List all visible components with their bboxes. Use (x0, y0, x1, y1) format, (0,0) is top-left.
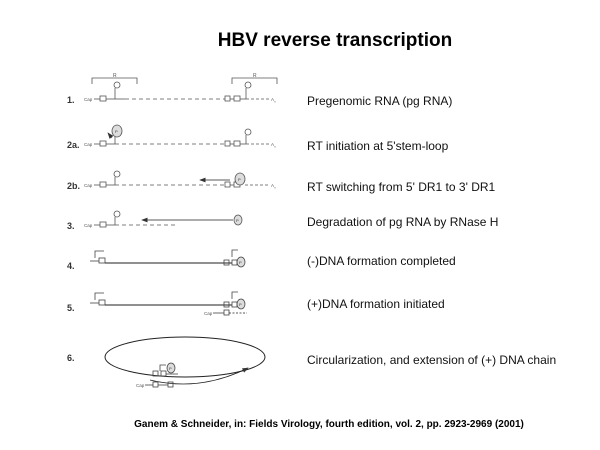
step-2a-label: 2a. (67, 140, 80, 150)
step-4-diagram (90, 250, 245, 267)
svg-text:Cap: Cap (136, 383, 145, 388)
redundancy-label-right: R (253, 73, 257, 79)
stem-loop-icon-3prime (245, 82, 251, 88)
step-2b-label: 2b. (67, 181, 81, 191)
step-5-label: 5. (67, 303, 75, 313)
step-6-description: Circularization, and extension of (+) DNA chain (307, 353, 557, 367)
svg-text:P: P (239, 260, 242, 265)
step-2b-diagram (84, 171, 276, 190)
step-6-label: 6. (67, 353, 75, 363)
step-2a-description: RT initiation at 5'stem-loop (307, 139, 449, 153)
step-3-label: 3. (67, 221, 75, 231)
cap-label: Cap (84, 97, 93, 102)
svg-text:Cap: Cap (204, 311, 213, 316)
step-5-diagram (90, 292, 247, 316)
svg-text:An: $A_n$ (271, 142, 276, 149)
step-2a-diagram (84, 125, 276, 149)
step-4-description: (-)DNA formation completed (307, 254, 456, 268)
step-1-description: Pregenomic RNA (pg RNA) (307, 94, 453, 108)
svg-text:Cap: Cap (84, 142, 93, 147)
dr1-box (100, 96, 106, 101)
step-3-diagram (84, 211, 242, 228)
step-3-description: Degradation of pg RNA by RNase H (307, 215, 499, 229)
svg-text:P: P (238, 177, 241, 182)
svg-text:P: P (239, 302, 242, 307)
step-4-label: 4. (67, 261, 75, 271)
step-1-label: 1. (67, 95, 75, 105)
redundancy-label-left: R (113, 73, 117, 79)
svg-text:P: P (236, 218, 239, 223)
svg-text:P: P (169, 366, 172, 371)
step-1-pgrna-diagram (84, 73, 277, 104)
svg-text:Cap: Cap (84, 223, 93, 228)
polya-label: $A_n$ (271, 97, 276, 104)
step-5-description: (+)DNA formation initiated (307, 297, 445, 311)
svg-text:P: P (115, 129, 118, 134)
stem-loop-icon (114, 82, 120, 88)
slide-title: HBV reverse transcription (217, 30, 453, 51)
citation: Ganem & Schneider, in: Fields Virology, fourth edition, vol. 2, pp. 2923-2969 (2001) (134, 419, 524, 430)
svg-text:Cap: Cap (84, 183, 93, 188)
svg-text:An: $A_n$ (271, 183, 276, 190)
step-2b-description: RT switching from 5' DR1 to 3' DR1 (307, 180, 496, 194)
step-6-diagram (105, 337, 265, 388)
